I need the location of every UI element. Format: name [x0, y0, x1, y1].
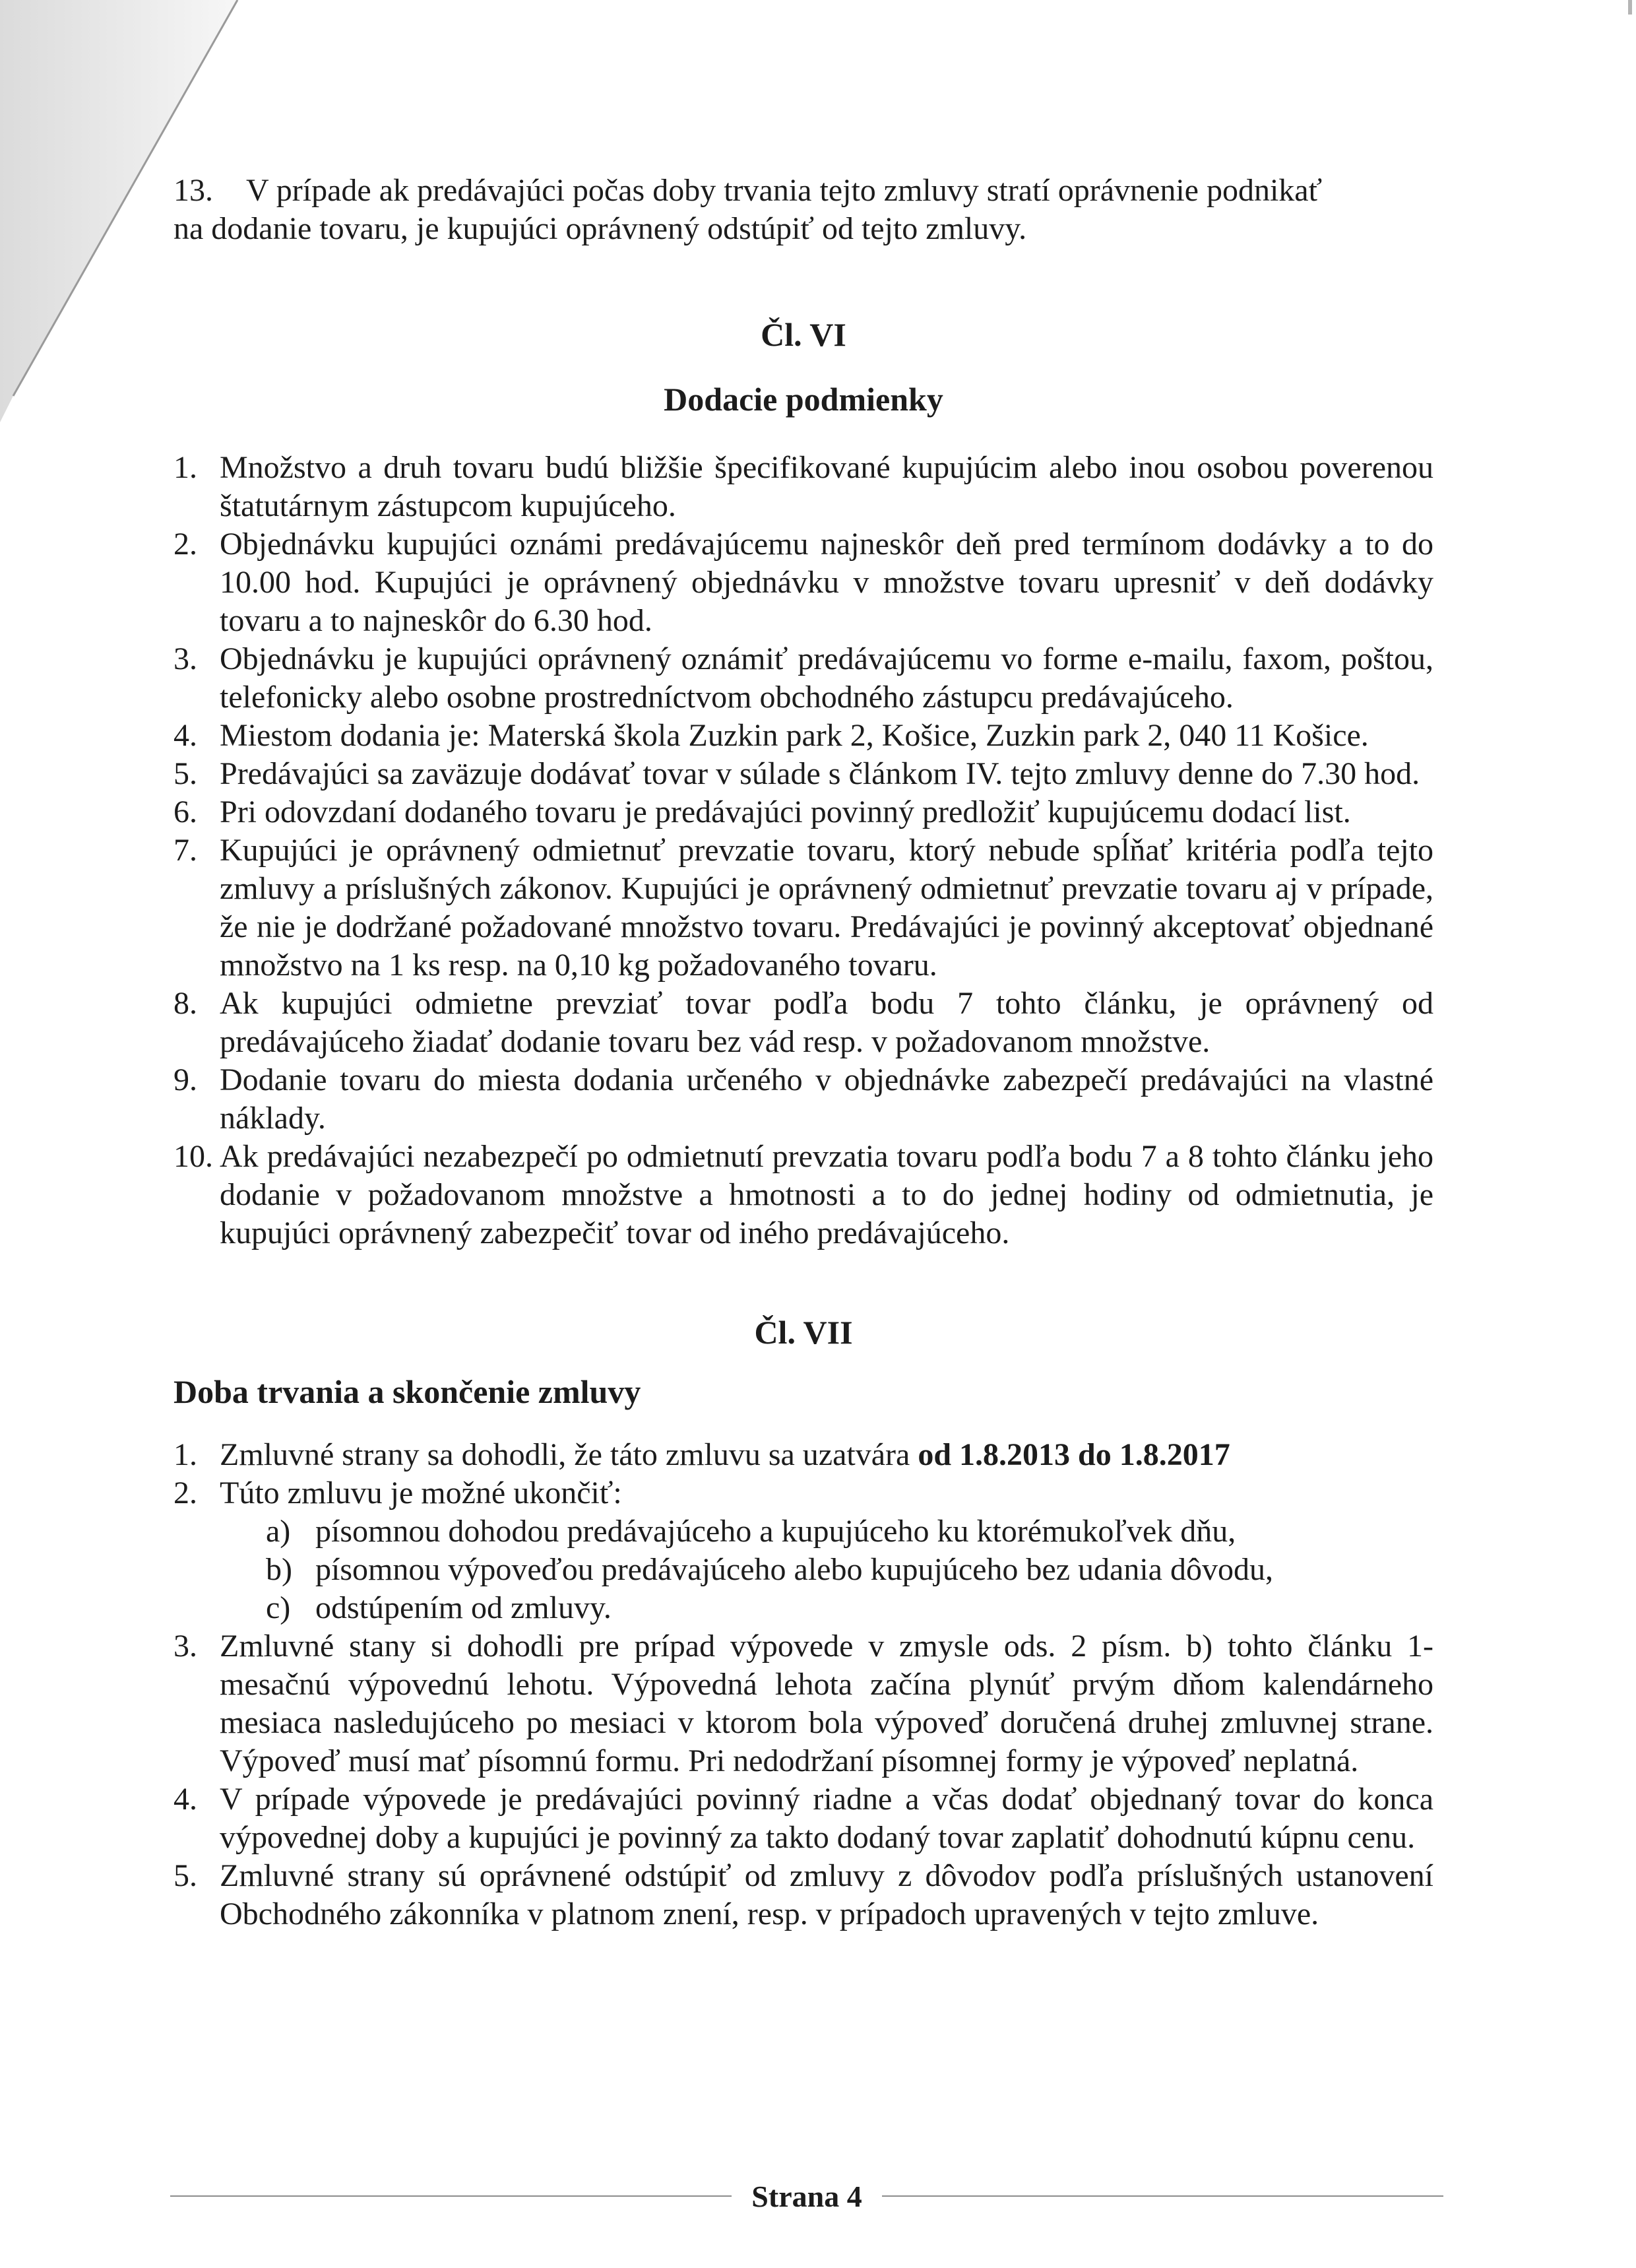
item-number: 10. [173, 1139, 213, 1174]
article-6-list [173, 449, 1433, 1252]
sub-item-text: písomnou výpoveďou predávajúceho alebo kupujúceho bez udania dôvodu, [315, 1552, 1273, 1587]
sub-list-item [266, 1589, 1433, 1627]
item-text-line1: V prípade ak predávajúci počas doby trvania tejto zmluvy stratí oprávnenie podnikať [246, 173, 1323, 208]
list-item [173, 985, 1433, 1061]
article-7-number: Čl. VII [754, 1314, 853, 1351]
item-text: Dodanie tovaru do miesta dodania určeného v objednávke zabezpečí predávajúci na vlastné náklady. [220, 1062, 1433, 1136]
list-item [173, 755, 1433, 793]
item-text: Miestom dodania je: Materská škola Zuzkin park 2, Košice, Zuzkin park 2, 040 11 Košice. [220, 718, 1369, 753]
article-6-number: Čl. VI [761, 316, 846, 353]
footer-rule-left [170, 2195, 732, 2197]
item-text: Kupujúci je oprávnený odmietnuť prevzatie tovaru, ktorý nebude spĺňať kritéria podľa tejto zmluvy a príslušných zákonov. Kupujúci je oprávnený odmietnuť prevzatie tovaru aj v prípade, že nie je dodržané požadované množstvo tovaru. Predávajúci je povinný akceptovať objednané množstvo na 1 ks resp. na 0,10 kg požadovaného tovaru. [220, 833, 1433, 983]
footer-rule-right [882, 2195, 1443, 2197]
item-text-plain: Túto zmluvu je možné ukončiť: [220, 1475, 622, 1510]
list-item [173, 1474, 1433, 1627]
item-number: 5. [173, 1858, 197, 1893]
list-item [173, 449, 1433, 525]
article-7-list [173, 1436, 1433, 1627]
scan-edge-mark [1628, 0, 1632, 15]
list-item [173, 640, 1433, 717]
item-number: 1. [173, 1437, 197, 1472]
document-page [173, 172, 1433, 1933]
article-7-title: Doba trvania a skončenie zmluvy [173, 1373, 641, 1410]
item-text: Zmluvné stany si dohodli pre prípad výpovede v zmysle ods. 2 písm. b) tohto článku 1-mesačnú výpovednú lehotu. Výpovedná lehota začína plynúť prvým dňom kalendárneho mesiaca nasledujúceho po mesiaci v ktorom bola výpoveď doručená druhej zmluvnej strane. Výpoveď musí mať písomnú formu. Pri nedodržaní písomnej formy je výpoveď neplatná. [220, 1629, 1433, 1778]
sub-list-item [266, 1551, 1433, 1589]
item-text: Pri odovzdaní dodaného tovaru je predávajúci povinný predložiť kupujúcemu dodací list. [220, 794, 1351, 829]
list-item [173, 831, 1433, 985]
item-number: 13. [173, 173, 213, 208]
contract-period: od 1.8.2013 do 1.8.2017 [918, 1437, 1230, 1472]
item-text: Množstvo a druh tovaru budú bližšie špecifikované kupujúcim alebo inou osobou poverenou štatutárnym zástupcom kupujúceho. [220, 450, 1433, 523]
item-text: Objednávku kupujúci oznámi predávajúcemu najneskôr deň pred termínom dodávky a to do 10.00 hod. Kupujúci je oprávnený objednávku v množstve tovaru upresniť v deň dodávky tovaru a to najneskôr do 6.30 hod. [220, 527, 1433, 638]
item-number: 7. [173, 833, 197, 868]
item-number: 5. [173, 756, 197, 791]
list-item [173, 1138, 1433, 1252]
item-text: Objednávku je kupujúci oprávnený oznámiť predávajúcemu vo forme e-mailu, faxom, poštou, telefonicky alebo osobne prostredníctvom obchodného zástupcu predávajúceho. [220, 641, 1433, 715]
item-text: Zmluvné strany sú oprávnené odstúpiť od zmluvy z dôvodov podľa príslušných ustanovení Obchodného zákonníka v platnom znení, resp. v prípadoch upravených v tejto zmluve. [220, 1858, 1433, 1931]
item-number: 6. [173, 794, 197, 829]
list-item [173, 717, 1433, 755]
list-item [173, 1436, 1433, 1474]
sub-item-letter: b) [266, 1552, 292, 1587]
item-text: Ak kupujúci odmietne prevziať tovar podľa bodu 7 tohto článku, je oprávnený od predávajúceho žiadať dodanie tovaru bez vád resp. v požadovanom množstve. [220, 986, 1433, 1059]
sub-item-text: písomnou dohodou predávajúceho a kupujúceho ku ktorémukoľvek dňu, [315, 1514, 1236, 1549]
item-number: 2. [173, 1475, 197, 1510]
list-item [173, 1857, 1433, 1933]
item-text: Predávajúci sa zaväzuje dodávať tovar v súlade s článkom IV. tejto zmluvy denne do 7.30 hod. [220, 756, 1420, 791]
termination-options-list [220, 1512, 1433, 1627]
item-number: 2. [173, 527, 197, 562]
sub-item-letter: a) [266, 1514, 291, 1549]
list-item [173, 525, 1433, 640]
list-item [173, 1061, 1433, 1138]
list-item [173, 793, 1433, 831]
list-item [173, 1627, 1433, 1780]
item-number: 3. [173, 641, 197, 676]
sub-list-item [266, 1512, 1433, 1551]
item-number: 4. [173, 718, 197, 753]
list-item [173, 1780, 1433, 1857]
item-number: 1. [173, 450, 197, 485]
item-text [220, 1436, 1433, 1474]
item-text [220, 1474, 1433, 1627]
item-text: Ak predávajúci nezabezpečí po odmietnutí prevzatia tovaru podľa bodu 7 a 8 tohto článku jeho dodanie v požadovanom množstve a hmotnosti a to do jednej hodiny od odmietnutia, je kupujúci oprávnený zabezpečiť tovar od iného predávajúceho. [220, 1139, 1433, 1250]
item-number: 4. [173, 1782, 197, 1817]
item-text-plain: Zmluvné strany sa dohodli, že táto zmluvu sa uzatvára [220, 1437, 918, 1472]
sub-item-text: odstúpením od zmluvy. [315, 1590, 612, 1625]
item-number: 8. [173, 986, 197, 1021]
sub-item-letter: c) [266, 1590, 291, 1625]
item-number: 9. [173, 1062, 197, 1097]
item-text: V prípade výpovede je predávajúci povinný riadne a včas dodať objednaný tovar do konca výpovednej doby a kupujúci je povinný za takto dodaný tovar zaplatiť dohodnutú kúpnu cenu. [220, 1782, 1433, 1855]
article-5-item-13 [173, 172, 1433, 248]
item-number: 3. [173, 1629, 197, 1664]
item-text-line2: na dodanie tovaru, je kupujúci oprávnený odstúpiť od tejto zmluvy. [173, 211, 1027, 246]
page-footer [170, 2176, 1443, 2216]
article-7-list-continued [173, 1627, 1433, 1933]
page-number: Strana 4 [751, 2179, 862, 2213]
article-6-title: Dodacie podmienky [664, 381, 943, 418]
